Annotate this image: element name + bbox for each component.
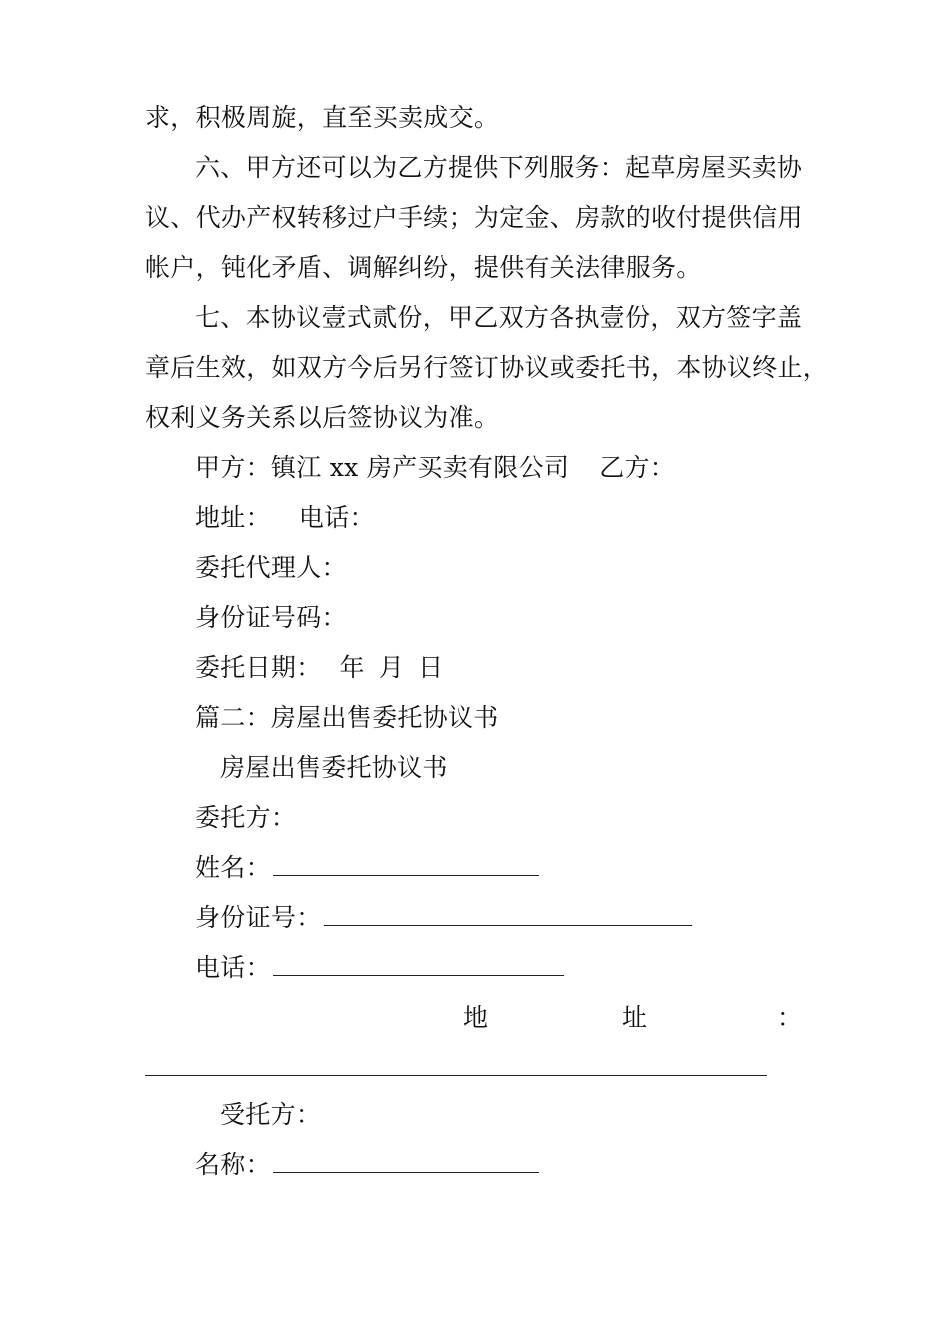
agreement-title: 房屋出售委托协议书: [220, 753, 448, 782]
id-label: 身份证号：: [195, 903, 322, 932]
phone-blank: [273, 949, 564, 976]
contact-line: [195, 493, 860, 543]
date-year: 年: [339, 653, 365, 682]
phone-field-line: [195, 943, 860, 993]
section-heading: 篇二：房屋出售委托协议书: [195, 703, 499, 732]
name-blank: [273, 849, 539, 876]
client-label: 委托方：: [195, 803, 297, 832]
id-field-line: [195, 893, 860, 943]
date-day: 日: [418, 653, 444, 682]
clause-six-line-3: 帐户，钝化矛盾、调解纠纷，提供有关法律服务。: [145, 253, 702, 282]
phone-field-label: 电话：: [195, 953, 271, 982]
clause-seven-line-3: 权利义务关系以后签协议为准。: [145, 403, 500, 432]
id-number-label: 身份证号码：: [195, 603, 347, 632]
phone-label: 电话：: [298, 503, 375, 532]
party-b-label: 乙方：: [599, 453, 676, 482]
entity-name-label: 名称：: [195, 1150, 271, 1179]
clause-seven-line-1: 七、本协议壹式贰份，甲乙双方各执壹份，双方签字盖: [195, 303, 803, 332]
date-month: 月: [378, 653, 405, 682]
address-blank: [145, 1075, 767, 1076]
paragraph-continuation: 求，积极周旋，直至买卖成交。: [145, 103, 500, 132]
trustee-label: 受托方：: [220, 1100, 322, 1129]
name-label: 姓名：: [195, 853, 271, 882]
address-char-1: 地: [463, 1003, 489, 1032]
clause-six-line-1: 六、甲方还可以为乙方提供下列服务：起草房屋买卖协: [195, 153, 803, 182]
entity-name-blank: [273, 1146, 539, 1173]
id-blank: [324, 899, 692, 926]
address-label: 地址：: [195, 503, 271, 532]
party-line: [195, 443, 860, 493]
clause-seven-line-2: 章后生效，如双方今后另行签订协议或委托书，本协议终止，: [145, 353, 829, 382]
entity-name-field-line: [195, 1140, 860, 1190]
date-line: [195, 643, 860, 693]
clause-six-line-2: 议、代办产权转移过户手续；为定金、房款的收付提供信用: [145, 203, 803, 232]
address-colon: ：: [777, 1003, 803, 1032]
address-char-2: 址: [622, 1003, 648, 1032]
name-field-line: [195, 843, 860, 893]
date-label: 委托日期：: [195, 653, 322, 682]
party-a-label: 甲方：镇江 xx 房产买卖有限公司: [195, 453, 570, 482]
agent-label: 委托代理人：: [195, 553, 347, 582]
